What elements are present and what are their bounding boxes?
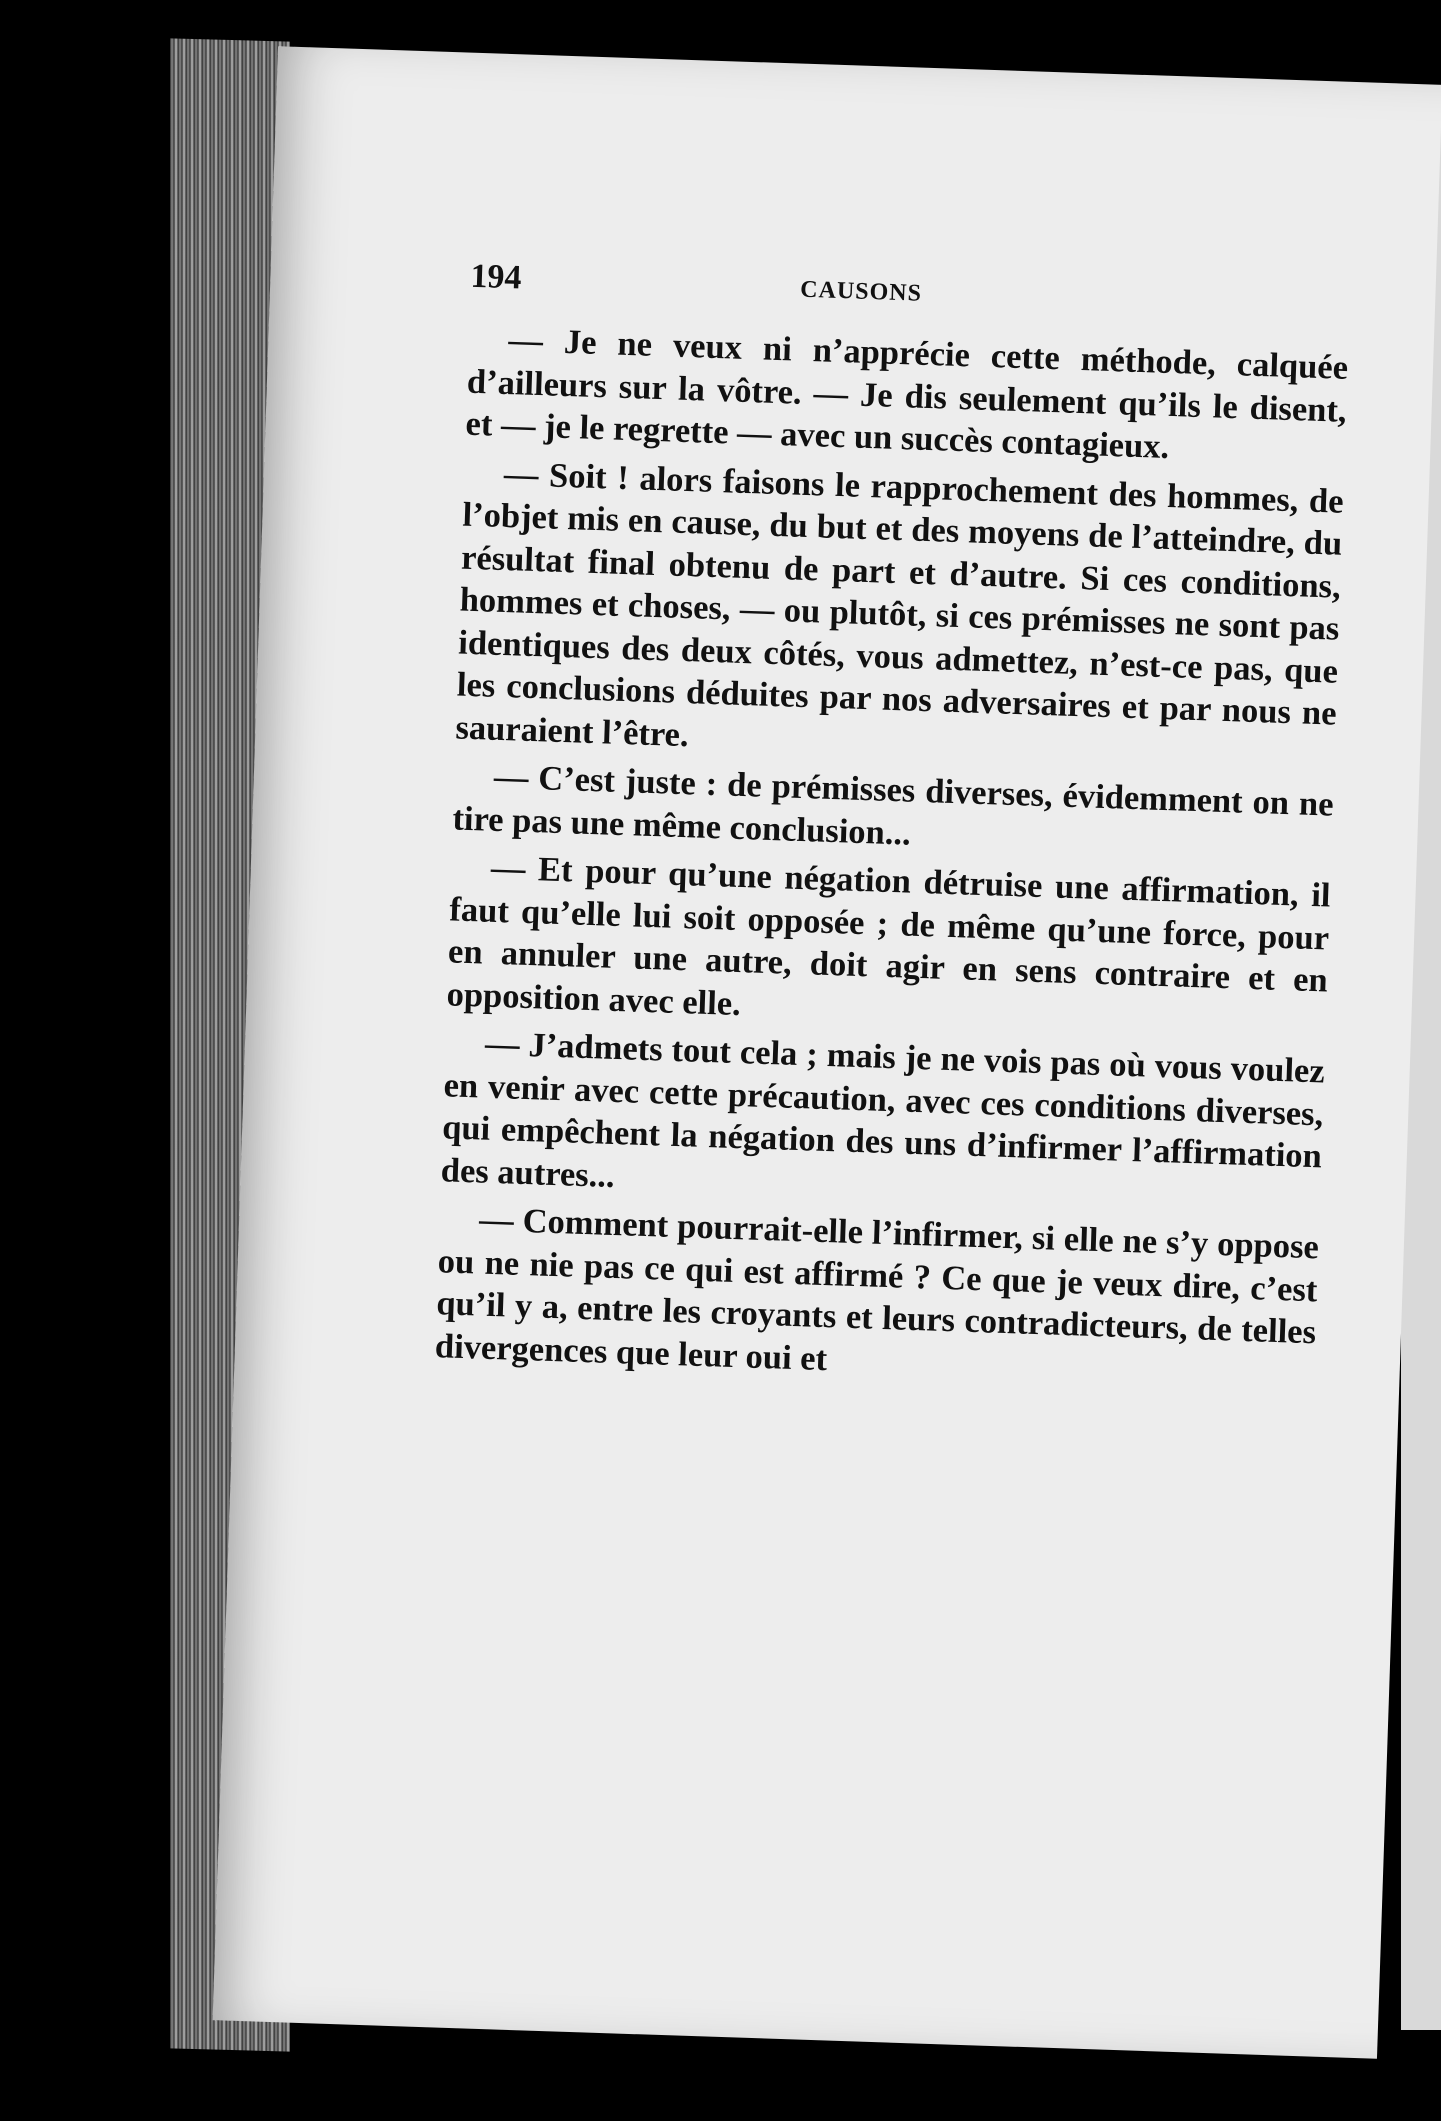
paragraph: — Et pour qu’une négation détruise une affirmation, il faut qu’elle lui soit opposée ; de même qu’une force, pour en annuler une autre, doit agir en sens contraire et en opposition avec elle. [446,848,1332,1023]
body-text [434,318,1348,1397]
paragraph: — Soit ! alors faisons le rapprochement des hommes, de l’objet mis en cause, du but et des moyens de l’atteindre, du résultat final obtenu de part et d’autre. Si ces conditions, hommes et choses, — ou plutôt, si ces prémisses ne sont pas identiques des deux côtés, vous admettez, n’est-ce pas, que les conclusions déduites par nos adversaires et par nous ne sauraient l’être. [454,454,1345,754]
paragraph: — J’admets tout cela ; mais je ne vois pas où vous voulez en venir avec cette précaution, avec ces conditions diverses, qui empêchent la négation des uns d’infirmer l’affirmation des autres... [440,1024,1326,1195]
paragraph: — C’est juste : de prémisses diverses, évidemment on ne tire pas une même conclusion... [451,757,1335,853]
paragraph: — Je ne veux ni n’apprécie cette méthode, calquée d’ailleurs sur la vôtre. — Je dis seulement qu’ils le disent, et — je le regrette — avec un succès contagieux. [465,321,1349,466]
book-page [213,46,1441,2059]
paragraph: — Comment pourrait-elle l’infirmer, si elle ne s’y oppose ou ne nie pas ce qui est affirmé ? Ce que je veux dire, c’est qu’il y a, entre les croyants et leurs contradicteurs, de telles divergences que leur oui et [434,1200,1320,1378]
page-number: 194 [469,257,523,297]
page-content [434,258,1351,1403]
running-title: CAUSONS [799,276,923,307]
